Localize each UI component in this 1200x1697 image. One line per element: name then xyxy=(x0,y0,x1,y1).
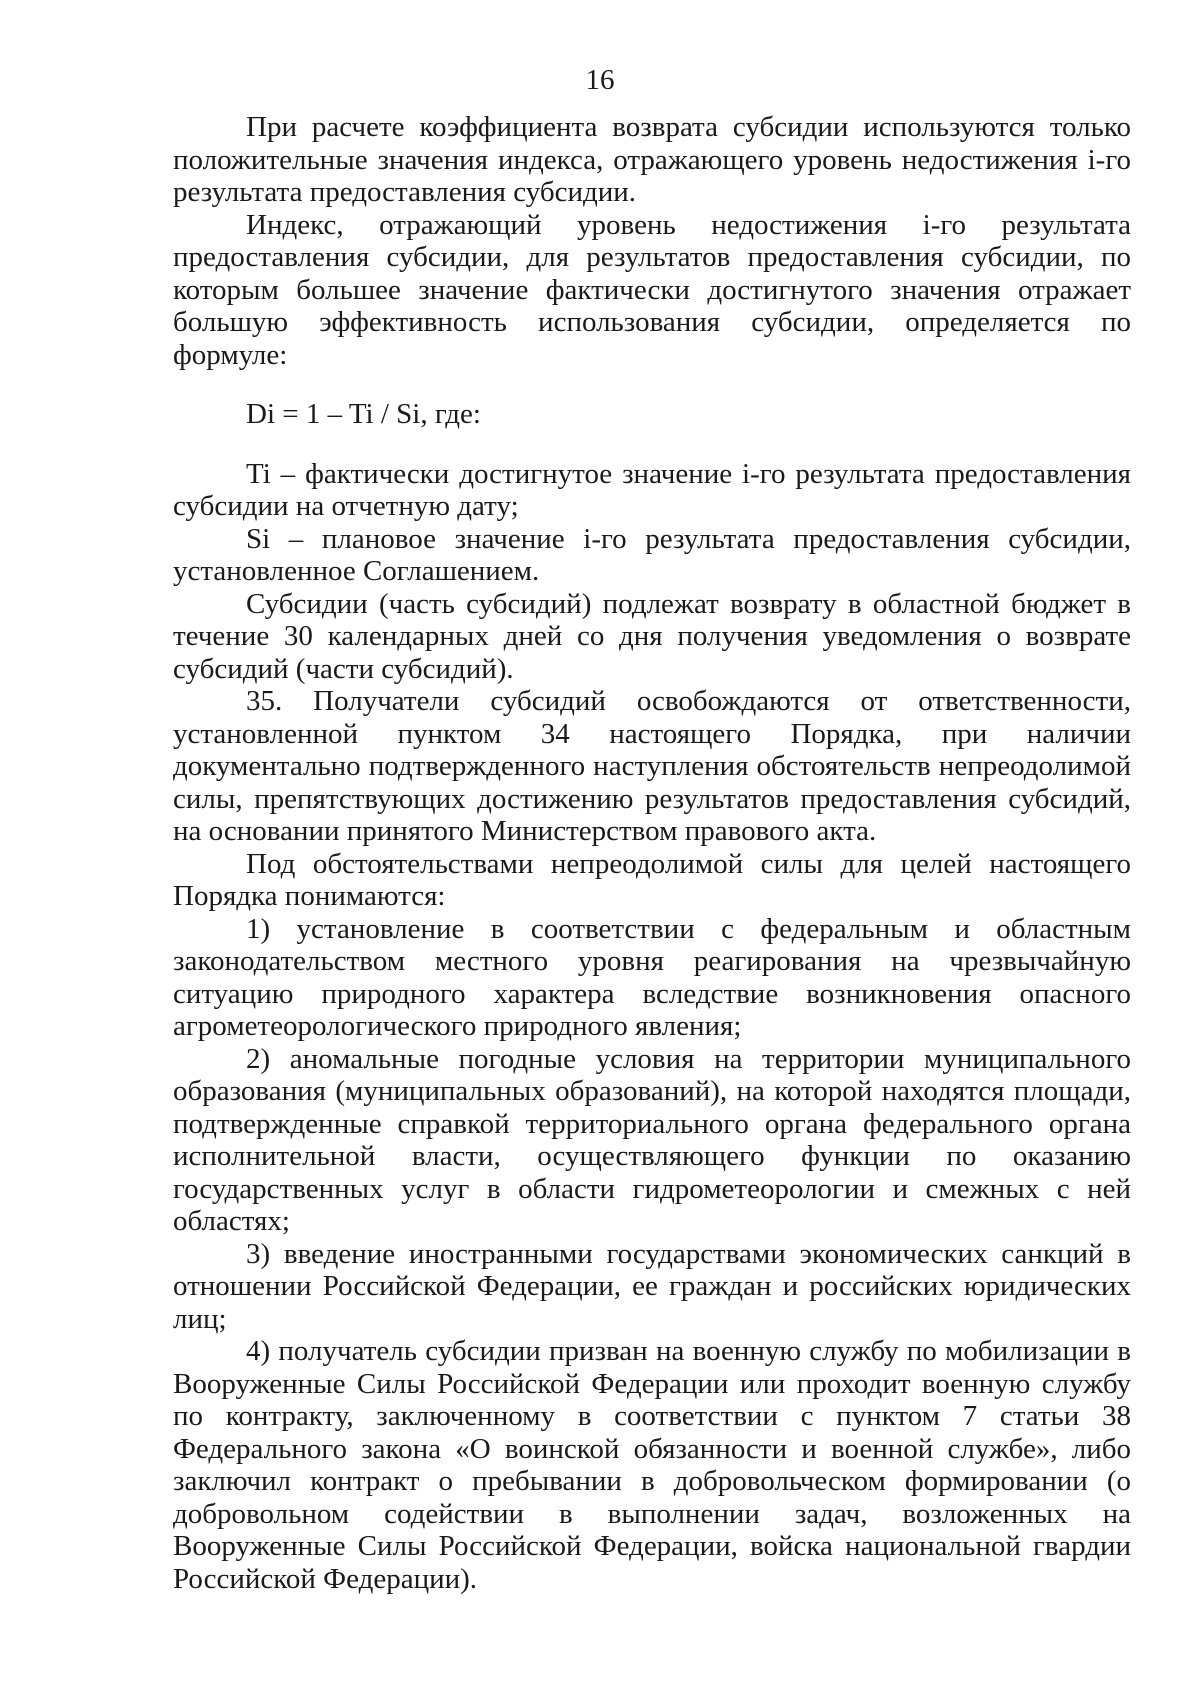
paragraph-index-definition: Индекс, отражающий уровень недостижения i-го результата предоставления субсидии, для результатов предоставления субсидии, по которым большее значение фактически достигнутого значения отражает большую эффективность использования субсидии, определяется по формуле: xyxy=(173,208,1131,371)
paragraph-ti-definition: Ti – фактически достигнутое значение i-го результата предоставления субсидии на отчетную дату; xyxy=(173,457,1131,522)
paragraph-clause-35: 35. Получатели субсидий освобождаются от ответственности, установленной пунктом 34 настоящего Порядка, при наличии документально подтвержденного наступления обстоятельств непреодолимой силы, препятствующих достижению результатов предоставления субсидий, на основании принятого Министерством правового акта. xyxy=(173,685,1131,847)
formula: Di = 1 – Ti / Si, где: xyxy=(246,398,481,430)
list-item-3: 3) введение иностранными государствами экономических санкций в отношении Российской Федерации, ее граждан и российских юридических лиц; xyxy=(173,1237,1131,1335)
list-item-2: 2) аномальные погодные условия на территории муниципального образования (муниципальных образований), на которой находятся площади, подтвержденные справкой территориального органа федерального органа исполнительной власти, осуществляющего функции по оказанию государственных услуг в области гидрометеорологии и смежных с ней областях; xyxy=(173,1042,1131,1237)
list-item-4: 4) получатель субсидии призван на военную службу по мобилизации в Вооруженные Силы Российской Федерации или проходит военную службу по контракту, заключенному в соответствии с пунктом 7 статьи 38 Федерального закона «О воинской обязанности и военной службе», либо заключил контракт о пребывании в добровольческом формировании (о добровольном содействии в выполнении задач, возложенных на Вооруженные Силы Российской Федерации, войска национальной гвардии Российской Федерации). xyxy=(173,1335,1131,1595)
list-item-1: 1) установление в соответствии с федеральным и областным законодательством местного уровня реагирования на чрезвычайную ситуацию природного характера вследствие возникновения опасного агрометеорологического природного явления; xyxy=(173,912,1131,1042)
page-number: 16 xyxy=(585,64,615,96)
paragraph-subsidy-return-term: Субсидии (часть субсидий) подлежат возврату в областной бюджет в течение 30 календарных дней со дня получения уведомления о возврате субсидий (части субсидий). xyxy=(173,587,1131,685)
paragraph-si-definition: Si – плановое значение i-го результата предоставления субсидии, установленное Соглашением. xyxy=(173,522,1131,587)
paragraph-force-majeure-intro: Под обстоятельствами непреодолимой силы для целей настоящего Порядка понимаются: xyxy=(173,847,1131,912)
document-body xyxy=(173,111,1131,1595)
paragraph-positive-values-note: При расчете коэффициента возврата субсидии используются только положительные значения индекса, отражающего уровень недостижения i-го результата предоставления субсидии. xyxy=(173,111,1131,208)
